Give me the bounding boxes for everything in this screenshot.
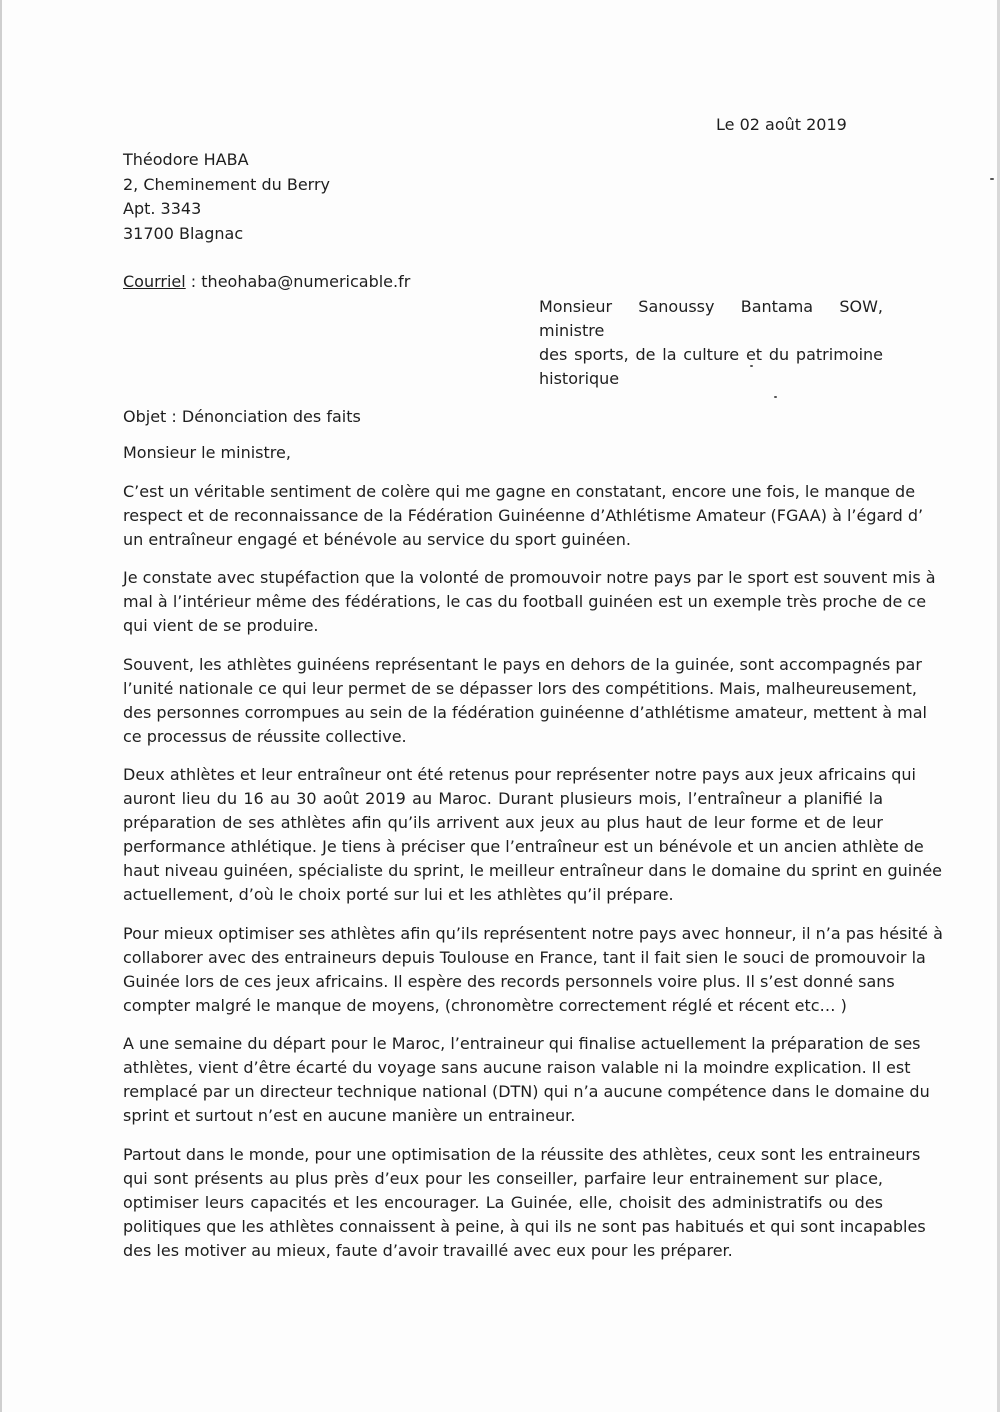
letter-date: Le 02 août 2019 (716, 115, 847, 134)
recipient-line: des sports, de la culture et du patrimoine (539, 345, 883, 364)
body-paragraph-5 (123, 922, 943, 1018)
paragraph-line: auront lieu du 16 au 30 août 2019 au Maroc. Durant plusieurs mois, l’entraîneur a planifié la (123, 789, 883, 808)
paragraph-line: qui sont présents au plus près d’eux pour les conseiller, parfaire leur entrainement sur place, (123, 1169, 883, 1188)
letter-subject: Objet : Dénonciation des faits (123, 407, 361, 426)
paragraph-line: Je constate avec stupéfaction que la volonté de promouvoir notre pays par le sport est souvent mis à (123, 568, 936, 587)
body-paragraph-3 (123, 653, 927, 749)
paragraph-line: C’est un véritable sentiment de colère qui me gagne en constatant, encore une fois, le manque de (123, 482, 916, 501)
paragraph-line: l’unité nationale ce qui leur permet de se dépasser lors des compétitions. Mais, malheureusement, (123, 679, 918, 698)
sender-email-line (123, 270, 410, 294)
body-paragraph-1 (123, 480, 924, 552)
recipient-line: Monsieur Sanoussy Bantama SOW, ministre (539, 297, 883, 340)
sender-apartment: Apt. 3343 (123, 199, 202, 218)
body-paragraph-2 (123, 566, 936, 638)
scan-speck (750, 365, 753, 367)
paragraph-line: collaborer avec des entraineurs depuis Toulouse en France, tant il fait sien le souci de promouvoir la (123, 948, 926, 967)
paragraph-line: ce processus de réussite collective. (123, 727, 407, 746)
sender-city: 31700 Blagnac (123, 223, 244, 243)
paragraph-line: compter malgré le manque de moyens, (chronomètre correctement réglé et récent etc… ) (123, 996, 847, 1015)
letter-salutation: Monsieur le ministre, (123, 443, 291, 462)
sender-name: Théodore HABA (123, 150, 249, 169)
sender-address-block (123, 148, 330, 246)
recipient-block (539, 295, 883, 391)
body-paragraph-7 (123, 1143, 926, 1263)
email-label: Courriel (123, 272, 186, 291)
sender-street: 2, Cheminement du Berry (123, 174, 330, 194)
paragraph-line: A une semaine du départ pour le Maroc, l’entraineur qui finalise actuellement la préparation de ses (123, 1034, 921, 1053)
paragraph-line: qui vient de se produire. (123, 616, 319, 635)
paragraph-line: athlètes, vient d’être écarté du voyage sans aucune raison valable ni la moindre explication. Il est (123, 1058, 911, 1077)
paragraph-line: Deux athlètes et leur entraîneur ont été retenus pour représenter notre pays aux jeux africains qui (123, 765, 916, 784)
paragraph-line: sprint et surtout n’est en aucune manière un entraineur. (123, 1106, 576, 1125)
paragraph-line: des les motiver au mieux, faute d’avoir travaillé avec eux pour les préparer. (123, 1241, 733, 1260)
recipient-line: historique (539, 369, 620, 388)
paragraph-line: préparation de ses athlètes afin qu’ils arrivent aux jeux au plus haut de leur forme et de leur (123, 813, 883, 832)
paragraph-line: Souvent, les athlètes guinéens représentant le pays en dehors de la guinée, sont accompagnés par (123, 655, 922, 674)
paragraph-line: actuellement, d’où le choix porté sur lui et les athlètes qu’il prépare. (123, 885, 674, 904)
page-left-edge (0, 0, 2, 1412)
paragraph-line: un entraîneur engagé et bénévole au service du sport guinéen. (123, 530, 631, 549)
paragraph-line: optimiser leurs capacités et les encourager. La Guinée, elle, choisit des administratifs ou des (123, 1193, 883, 1212)
paragraph-line: remplacé par un directeur technique national (DTN) qui n’a aucune compétence dans le domaine du (123, 1082, 930, 1101)
body-paragraph-6 (123, 1032, 930, 1128)
paragraph-line: Guinée lors de ces jeux africains. Il espère des records personnels voire plus. Il s’est donné sans (123, 972, 895, 991)
scan-speck (990, 178, 994, 180)
paragraph-line: des personnes corrompues au sein de la fédération guinéenne d’athlétisme amateur, mettent à mal (123, 703, 927, 722)
body-paragraph-4 (123, 763, 943, 907)
paragraph-line: mal à l’intérieur même des fédérations, le cas du football guinéen est un exemple très proche de ce (123, 592, 927, 611)
paragraph-line: politiques que les athlètes connaissent à peine, à qui ils ne sont pas habitués et qui sont incapables (123, 1217, 926, 1236)
email-separator: : (185, 272, 202, 291)
email-address: theohaba@numericable.fr (201, 272, 411, 291)
scan-speck (774, 396, 777, 398)
paragraph-line: Pour mieux optimiser ses athlètes afin qu’ils représentent notre pays avec honneur, il n’a pas hésité à (123, 924, 943, 943)
paragraph-line: haut niveau guinéen, spécialiste du sprint, le meilleur entraîneur dans le domaine du sprint en guinée (123, 861, 943, 880)
paragraph-line: Partout dans le monde, pour une optimisation de la réussite des athlètes, ceux sont les entraineurs (123, 1145, 921, 1164)
paragraph-line: respect et de reconnaissance de la Fédération Guinéenne d’Athlétisme Amateur (FGAA) à l’égard d’ (123, 506, 924, 525)
paragraph-line: performance athlétique. Je tiens à préciser que l’entraîneur est un bénévole et un ancien athlète de (123, 837, 924, 856)
